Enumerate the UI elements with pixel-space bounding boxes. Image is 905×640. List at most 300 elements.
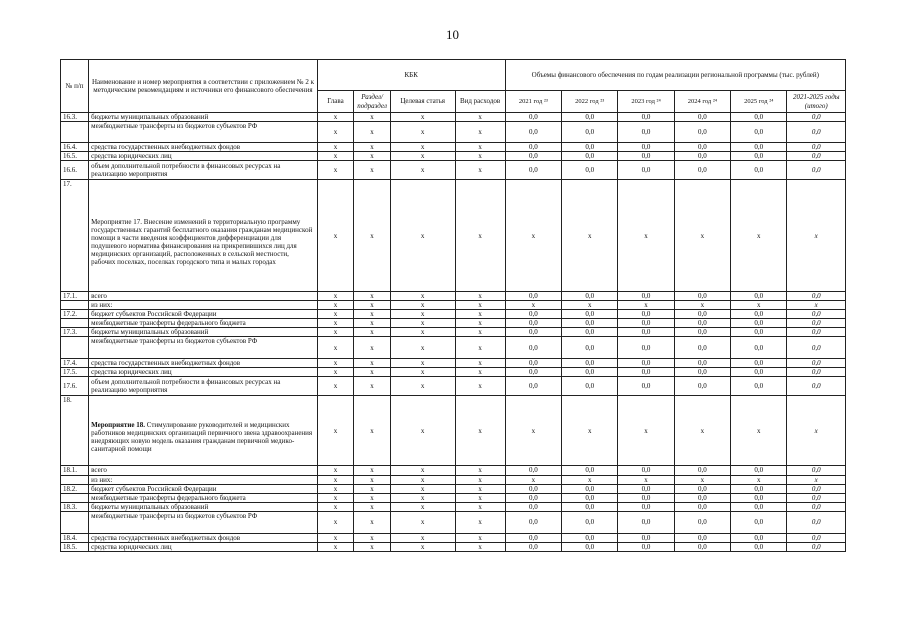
row-value: 0,0 xyxy=(562,542,618,551)
table-row xyxy=(61,377,846,396)
row-value: x xyxy=(390,359,455,368)
row-value: 0,0 xyxy=(731,328,787,337)
row-value: 0,0 xyxy=(674,292,730,301)
row-number: 18.5. xyxy=(61,542,89,551)
row-value: x xyxy=(354,466,391,475)
row-value: 0,0 xyxy=(674,143,730,152)
row-value: 0,0 xyxy=(731,310,787,319)
row-value: 0,0 xyxy=(562,310,618,319)
row-value: x xyxy=(674,396,730,466)
row-value: x xyxy=(455,502,505,511)
row-value: 0,0 xyxy=(505,484,561,493)
row-value: x xyxy=(731,475,787,484)
row-value: 0,0 xyxy=(674,368,730,377)
row-value: 0,0 xyxy=(562,502,618,511)
row-value: 0,0 xyxy=(505,292,561,301)
row-value: 0,0 xyxy=(787,310,846,319)
row-value: x xyxy=(390,396,455,466)
table-row xyxy=(61,542,846,551)
row-name: объем дополнительной потребности в финансовых ресурсах на реализацию мероприятия xyxy=(89,161,318,180)
row-value: x xyxy=(618,180,674,292)
row-value: x xyxy=(618,396,674,466)
row-value: x xyxy=(354,368,391,377)
row-value: x xyxy=(455,113,505,122)
table-row xyxy=(61,292,846,301)
row-value: x xyxy=(562,396,618,466)
row-value: x xyxy=(390,542,455,551)
row-value: x xyxy=(562,301,618,310)
row-value: x xyxy=(317,319,354,328)
row-value: x xyxy=(317,493,354,502)
row-value: 0,0 xyxy=(618,143,674,152)
row-value: x xyxy=(455,122,505,143)
row-value: x xyxy=(354,180,391,292)
row-value: x xyxy=(317,337,354,359)
table-row xyxy=(61,328,846,337)
row-value: x xyxy=(674,180,730,292)
row-value: x xyxy=(354,377,391,396)
row-name: межбюджетные трансферты из бюджетов субъектов РФ xyxy=(89,511,318,533)
row-value: x xyxy=(455,493,505,502)
header-num: № п/п xyxy=(61,60,89,113)
table-body xyxy=(61,113,846,552)
row-value: x xyxy=(317,161,354,180)
row-value: 0,0 xyxy=(787,359,846,368)
row-value: x xyxy=(455,359,505,368)
row-name: всего xyxy=(89,292,318,301)
row-value: x xyxy=(618,475,674,484)
row-value: x xyxy=(317,328,354,337)
row-value: 0,0 xyxy=(674,328,730,337)
row-value: x xyxy=(317,292,354,301)
table-row xyxy=(61,161,846,180)
row-value: 0,0 xyxy=(562,533,618,542)
row-value: x xyxy=(674,301,730,310)
row-value: x xyxy=(455,328,505,337)
row-value: 0,0 xyxy=(618,152,674,161)
row-value: 0,0 xyxy=(618,161,674,180)
row-value: 0,0 xyxy=(562,377,618,396)
row-value: x xyxy=(787,475,846,484)
row-value: x xyxy=(354,319,391,328)
row-value: 0,0 xyxy=(731,484,787,493)
row-value: x xyxy=(455,368,505,377)
row-value: x xyxy=(317,152,354,161)
row-value: x xyxy=(317,466,354,475)
row-value: 0,0 xyxy=(731,161,787,180)
row-value: x xyxy=(354,310,391,319)
row-value: 0,0 xyxy=(505,310,561,319)
row-value: 0,0 xyxy=(731,122,787,143)
row-number xyxy=(61,301,89,310)
row-value: 0,0 xyxy=(731,502,787,511)
row-number xyxy=(61,475,89,484)
row-number: 16.4. xyxy=(61,143,89,152)
row-value: x xyxy=(455,310,505,319)
row-value: x xyxy=(505,396,561,466)
row-value: x xyxy=(455,143,505,152)
table-row xyxy=(61,533,846,542)
row-value: x xyxy=(618,301,674,310)
row-value: x xyxy=(390,493,455,502)
row-value: 0,0 xyxy=(505,466,561,475)
row-value: 0,0 xyxy=(505,502,561,511)
row-value: x xyxy=(354,328,391,337)
row-value: x xyxy=(455,337,505,359)
row-value: 0,0 xyxy=(618,493,674,502)
row-value: x xyxy=(317,511,354,533)
row-value: x xyxy=(317,542,354,551)
row-value: 0,0 xyxy=(787,484,846,493)
row-number xyxy=(61,122,89,143)
row-value: 0,0 xyxy=(731,152,787,161)
table-row xyxy=(61,180,846,292)
header-total: 2021-2025 годы (итого) xyxy=(787,91,846,113)
row-value: 0,0 xyxy=(674,161,730,180)
row-name: из них: xyxy=(89,475,318,484)
row-value: 0,0 xyxy=(562,493,618,502)
row-value: x xyxy=(731,180,787,292)
row-value: 0,0 xyxy=(618,502,674,511)
row-value: 0,0 xyxy=(562,359,618,368)
row-value: x xyxy=(354,533,391,542)
row-value: x xyxy=(354,143,391,152)
row-number: 18.1. xyxy=(61,466,89,475)
row-value: x xyxy=(455,475,505,484)
row-number xyxy=(61,511,89,533)
row-value: x xyxy=(390,466,455,475)
row-value: x xyxy=(731,301,787,310)
row-value: 0,0 xyxy=(674,484,730,493)
row-value: x xyxy=(354,152,391,161)
row-value: x xyxy=(390,511,455,533)
row-name: межбюджетные трансферты федерального бюджета xyxy=(89,319,318,328)
row-value: 0,0 xyxy=(674,502,730,511)
row-value: x xyxy=(354,113,391,122)
row-number xyxy=(61,337,89,359)
header-name: Наименование и номер мероприятия в соответствии с приложением № 2 к методическим рекомендациям и источники его финансового обеспечения xyxy=(89,60,318,113)
row-value: x xyxy=(455,511,505,533)
row-value: 0,0 xyxy=(731,337,787,359)
row-value: 0,0 xyxy=(562,368,618,377)
row-value: x xyxy=(455,542,505,551)
row-value: x xyxy=(354,337,391,359)
table-row xyxy=(61,310,846,319)
row-value: 0,0 xyxy=(787,377,846,396)
row-value: 0,0 xyxy=(505,319,561,328)
table-row xyxy=(61,475,846,484)
row-value: 0,0 xyxy=(674,152,730,161)
row-value: 0,0 xyxy=(505,533,561,542)
table-row xyxy=(61,502,846,511)
row-value: x xyxy=(390,475,455,484)
row-value: x xyxy=(390,301,455,310)
row-number: 17. xyxy=(61,180,89,292)
row-value: 0,0 xyxy=(787,143,846,152)
header-year: 2023 год ²⁴ xyxy=(618,91,674,113)
row-value: 0,0 xyxy=(505,143,561,152)
row-value: x xyxy=(787,301,846,310)
table-row xyxy=(61,466,846,475)
page-number: 10 xyxy=(446,27,459,42)
header-section: Раздел/ подраздел xyxy=(354,91,391,113)
row-value: 0,0 xyxy=(674,466,730,475)
row-value: 0,0 xyxy=(787,319,846,328)
row-value: 0,0 xyxy=(731,359,787,368)
row-value: 0,0 xyxy=(505,493,561,502)
row-number: 18. xyxy=(61,396,89,466)
row-number xyxy=(61,493,89,502)
row-name: бюджет субъектов Российской Федерации xyxy=(89,484,318,493)
table-row xyxy=(61,337,846,359)
row-value: x xyxy=(354,396,391,466)
row-value: x xyxy=(505,301,561,310)
row-value: 0,0 xyxy=(618,319,674,328)
row-value: 0,0 xyxy=(674,337,730,359)
row-value: 0,0 xyxy=(618,542,674,551)
row-value: x xyxy=(390,143,455,152)
row-value: x xyxy=(390,368,455,377)
row-name: средства государственных внебюджетных фондов xyxy=(89,533,318,542)
row-value: x xyxy=(317,396,354,466)
row-value: x xyxy=(317,377,354,396)
row-value: 0,0 xyxy=(505,511,561,533)
row-name: всего xyxy=(89,466,318,475)
row-value: x xyxy=(455,533,505,542)
row-value: x xyxy=(354,502,391,511)
row-name: средства государственных внебюджетных фондов xyxy=(89,359,318,368)
row-value: x xyxy=(390,337,455,359)
row-value: 0,0 xyxy=(505,113,561,122)
row-value: x xyxy=(390,113,455,122)
row-value: x xyxy=(317,113,354,122)
row-number: 17.4. xyxy=(61,359,89,368)
table-row xyxy=(61,143,846,152)
row-value: 0,0 xyxy=(787,511,846,533)
row-value: x xyxy=(317,180,354,292)
row-value: x xyxy=(562,180,618,292)
row-value: 0,0 xyxy=(505,337,561,359)
row-number: 17.2. xyxy=(61,310,89,319)
row-name: из них: xyxy=(89,301,318,310)
row-value: x xyxy=(354,161,391,180)
row-value: 0,0 xyxy=(787,113,846,122)
row-value: 0,0 xyxy=(731,493,787,502)
row-value: 0,0 xyxy=(618,122,674,143)
table-row xyxy=(61,484,846,493)
row-value: x xyxy=(674,475,730,484)
row-value: 0,0 xyxy=(618,511,674,533)
row-value: x xyxy=(455,319,505,328)
row-value: 0,0 xyxy=(562,466,618,475)
row-value: x xyxy=(354,484,391,493)
row-value: 0,0 xyxy=(674,511,730,533)
row-value: 0,0 xyxy=(618,310,674,319)
row-value: x xyxy=(390,180,455,292)
row-value: 0,0 xyxy=(787,152,846,161)
row-value: x xyxy=(317,368,354,377)
row-value: x xyxy=(455,301,505,310)
table-row xyxy=(61,152,846,161)
row-value: 0,0 xyxy=(505,377,561,396)
row-value: 0,0 xyxy=(562,484,618,493)
row-value: 0,0 xyxy=(674,359,730,368)
row-value: x xyxy=(455,180,505,292)
row-value: 0,0 xyxy=(562,122,618,143)
row-value: 0,0 xyxy=(618,337,674,359)
row-value: x xyxy=(455,396,505,466)
row-value: x xyxy=(354,359,391,368)
row-value: 0,0 xyxy=(562,161,618,180)
row-value: x xyxy=(390,319,455,328)
row-value: 0,0 xyxy=(787,161,846,180)
row-value: 0,0 xyxy=(618,328,674,337)
row-value: 0,0 xyxy=(731,542,787,551)
row-name: средства юридических лиц xyxy=(89,368,318,377)
row-value: 0,0 xyxy=(787,122,846,143)
header-kbk: КБК xyxy=(317,60,505,91)
row-value: 0,0 xyxy=(787,368,846,377)
row-value: x xyxy=(354,292,391,301)
row-value: x xyxy=(317,359,354,368)
row-number: 17.6. xyxy=(61,377,89,396)
row-value: x xyxy=(455,484,505,493)
row-value: 0,0 xyxy=(731,368,787,377)
header-year: 2021 год ²³ xyxy=(505,91,561,113)
row-value: 0,0 xyxy=(562,511,618,533)
row-value: x xyxy=(354,475,391,484)
row-value: 0,0 xyxy=(505,368,561,377)
row-value: 0,0 xyxy=(505,152,561,161)
row-value: x xyxy=(317,502,354,511)
row-value: 0,0 xyxy=(505,122,561,143)
row-value: x xyxy=(317,475,354,484)
row-value: 0,0 xyxy=(562,319,618,328)
row-value: 0,0 xyxy=(505,359,561,368)
row-value: x xyxy=(317,301,354,310)
row-name: средства государственных внебюджетных фондов xyxy=(89,143,318,152)
row-value: 0,0 xyxy=(562,292,618,301)
row-value: x xyxy=(455,377,505,396)
row-value: 0,0 xyxy=(674,310,730,319)
row-value: 0,0 xyxy=(618,484,674,493)
row-name: бюджеты муниципальных образований xyxy=(89,328,318,337)
row-value: 0,0 xyxy=(731,113,787,122)
row-value: x xyxy=(317,533,354,542)
row-name: межбюджетные трансферты из бюджетов субъектов РФ xyxy=(89,337,318,359)
row-number: 18.4. xyxy=(61,533,89,542)
header-volumes: Объемы финансового обеспечения по годам реализации региональной программы (тыс. рублей) xyxy=(505,60,845,91)
row-value: 0,0 xyxy=(618,377,674,396)
row-value: 0,0 xyxy=(731,533,787,542)
table-row xyxy=(61,113,846,122)
row-value: x xyxy=(562,475,618,484)
table-row xyxy=(61,359,846,368)
row-name: Мероприятие 17. Внесение изменений в территориальную программу государственных гарантий бесплатного оказания гражданам медицинской помощи в части введения коэффициентов дифференциации для подушевого норматива финансирования на прикрепившихся лиц для медицинских организаций, расположенных в сельской местности, рабочих поселках, поселках городского типа и малых городах xyxy=(89,180,318,292)
row-value: x xyxy=(354,493,391,502)
row-number: 17.5. xyxy=(61,368,89,377)
row-value: x xyxy=(317,310,354,319)
header-year: 2024 год ²⁴ xyxy=(674,91,730,113)
row-value: 0,0 xyxy=(505,328,561,337)
row-value: 0,0 xyxy=(618,368,674,377)
table-row xyxy=(61,511,846,533)
row-name: межбюджетные трансферты из бюджетов субъектов РФ xyxy=(89,122,318,143)
row-value: x xyxy=(317,122,354,143)
header-target: Целевая статья xyxy=(390,91,455,113)
row-value: x xyxy=(317,484,354,493)
row-value: 0,0 xyxy=(618,466,674,475)
row-value: x xyxy=(455,152,505,161)
row-name: бюджет субъектов Российской Федерации xyxy=(89,310,318,319)
row-value: 0,0 xyxy=(787,292,846,301)
row-value: 0,0 xyxy=(731,511,787,533)
row-value: 0,0 xyxy=(618,113,674,122)
row-value: x xyxy=(787,180,846,292)
table-row xyxy=(61,301,846,310)
header-chapter: Глава xyxy=(317,91,354,113)
row-number: 17.1. xyxy=(61,292,89,301)
row-value: 0,0 xyxy=(787,542,846,551)
row-value: 0,0 xyxy=(787,533,846,542)
row-name: бюджеты муниципальных образований xyxy=(89,502,318,511)
header-year: 2025 год ²⁴ xyxy=(731,91,787,113)
row-value: 0,0 xyxy=(731,466,787,475)
row-value: x xyxy=(505,475,561,484)
table-row xyxy=(61,319,846,328)
row-value: x xyxy=(390,533,455,542)
row-value: 0,0 xyxy=(562,143,618,152)
row-value: 0,0 xyxy=(618,292,674,301)
row-value: 0,0 xyxy=(674,533,730,542)
row-value: 0,0 xyxy=(505,542,561,551)
table-row xyxy=(61,396,846,466)
row-number: 16.5. xyxy=(61,152,89,161)
row-value: 0,0 xyxy=(505,161,561,180)
row-value: x xyxy=(731,396,787,466)
row-name: бюджеты муниципальных образований xyxy=(89,113,318,122)
row-value: 0,0 xyxy=(674,493,730,502)
row-value: x xyxy=(354,542,391,551)
row-value: x xyxy=(354,511,391,533)
table-row xyxy=(61,368,846,377)
row-value: x xyxy=(787,396,846,466)
row-value: 0,0 xyxy=(618,359,674,368)
row-value: 0,0 xyxy=(787,502,846,511)
header-year: 2022 год ²³ xyxy=(562,91,618,113)
row-value: x xyxy=(390,161,455,180)
header-expense-type: Вид расходов xyxy=(455,91,505,113)
row-value: x xyxy=(455,292,505,301)
row-value: 0,0 xyxy=(787,466,846,475)
row-value: 0,0 xyxy=(787,337,846,359)
row-value: x xyxy=(455,466,505,475)
row-value: 0,0 xyxy=(674,113,730,122)
row-number: 18.3. xyxy=(61,502,89,511)
row-name: средства юридических лиц xyxy=(89,542,318,551)
row-value: x xyxy=(354,122,391,143)
row-value: x xyxy=(390,502,455,511)
row-number: 16.3. xyxy=(61,113,89,122)
row-value: 0,0 xyxy=(674,122,730,143)
row-value: 0,0 xyxy=(618,533,674,542)
row-value: 0,0 xyxy=(787,328,846,337)
table-row xyxy=(61,493,846,502)
row-value: x xyxy=(317,143,354,152)
row-value: 0,0 xyxy=(731,319,787,328)
row-name: межбюджетные трансферты федерального бюджета xyxy=(89,493,318,502)
row-value: x xyxy=(390,152,455,161)
